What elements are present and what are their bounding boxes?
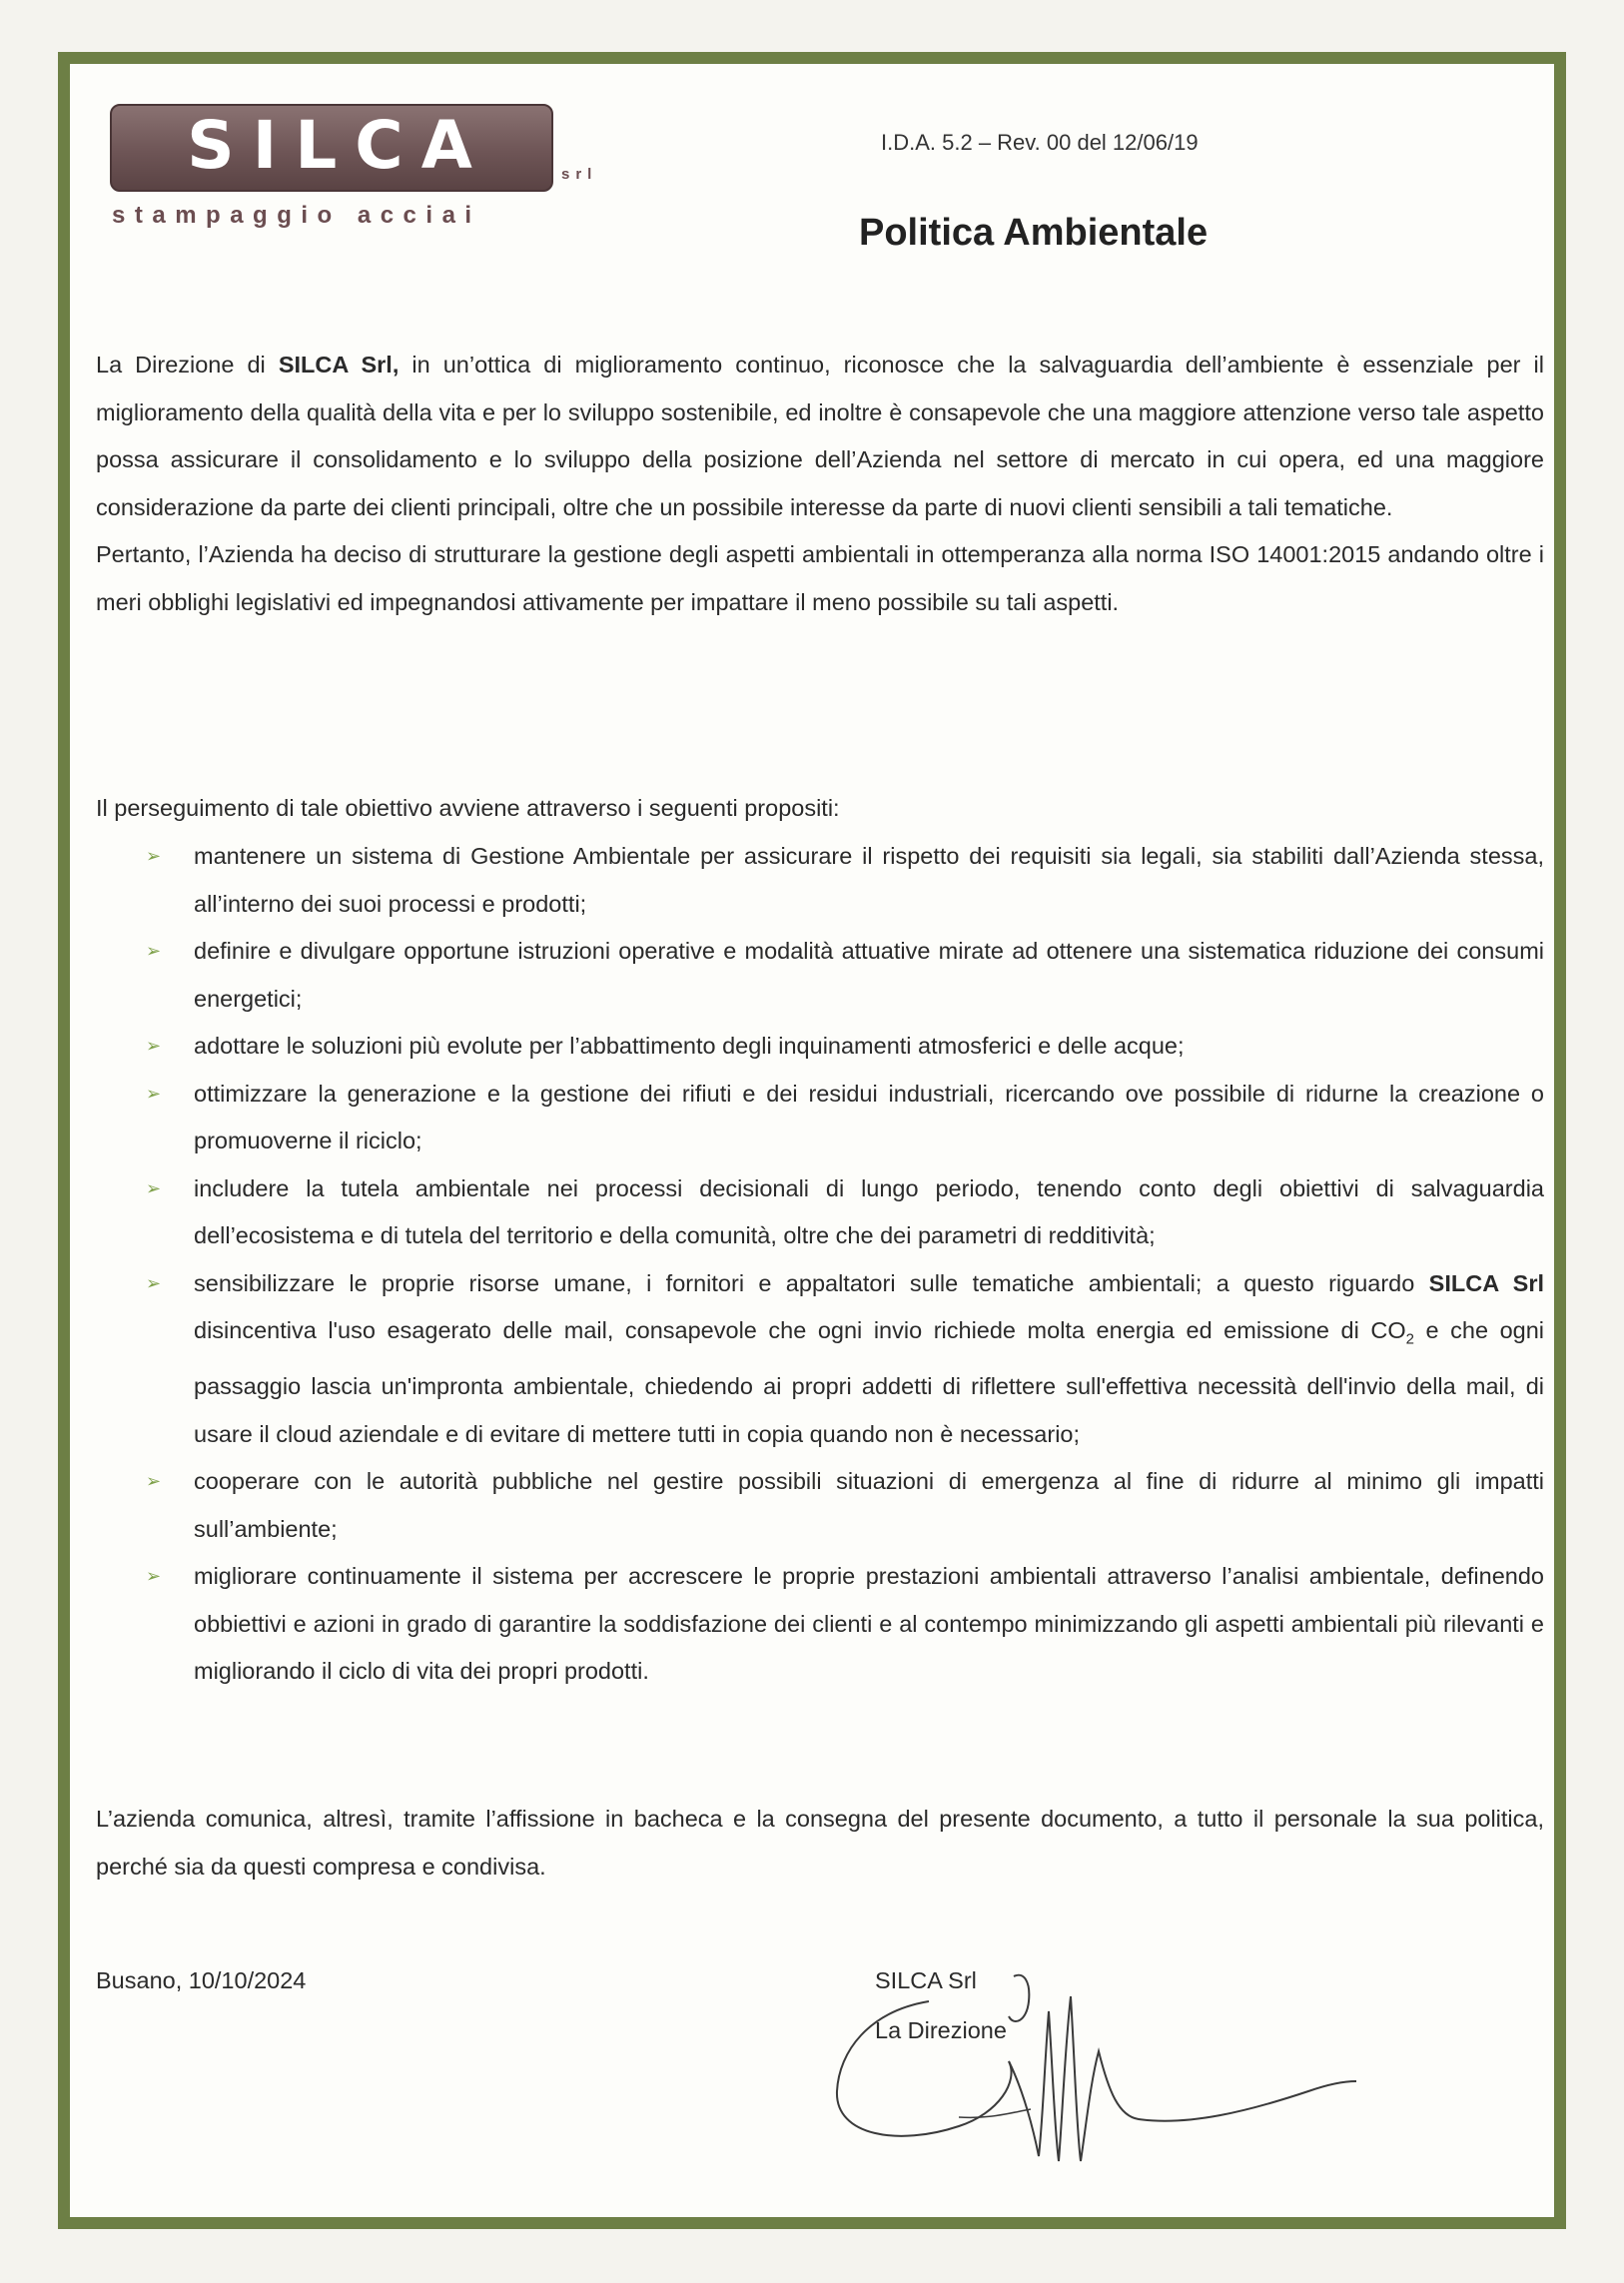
list-item [96,1458,1544,1553]
intro-section [96,342,1544,626]
subscript: 2 [1405,1330,1414,1348]
lead-sentence: Il perseguimento di tale obiettivo avviene attraverso i seguenti propositi: [96,795,840,821]
signatory-company: SILCA Srl [875,1967,977,1993]
logo-wordmark: SILCA [187,107,490,184]
arrow-bullet-icon: ➢ [146,1471,162,1492]
arrow-bullet-icon: ➢ [146,846,162,866]
signatory-role: La Direzione [875,2017,1007,2043]
list-item [96,1260,1544,1459]
document-title: Politica Ambientale [859,212,1209,254]
place-date: Busano, 10/10/2024 [96,1967,307,1993]
list-item-text: e che ogni passaggio lascia un'impronta ambientale, chiedendo ai propri addetti di riflettere sull'effettiva necessità dell'invio della mail, di usare il cloud aziendale e di evitare di mettere tutti in copia quando non è necessario; [194,1317,1544,1447]
intro-paragraph-2: Pertanto, l’Azienda ha deciso di strutturare la gestione degli aspetti ambientali in ottemperanza alla norma ISO 14001:2015 andando oltre i meri obblighi legislativi ed impegnandosi attivamente per impattare il meno possibile su tali aspetti. [96,541,1544,615]
intro-paragraph-1 [96,342,1544,531]
list-item-text: includere la tutela ambientale nei processi decisionali di lungo periodo, tenendo conto degli obiettivi di salvaguardia dell’ecosistema e di tutela del territorio e della comunità, oltre che dei parametri di redditività; [194,1174,1544,1248]
list-item-text: migliorare continuamente il sistema per accrescere le proprie prestazioni ambientali attraverso l’analisi ambientale, definendo obbiettivi e azioni in grado di garantire la soddisfazione dei clienti e al contempo minimizzando gli aspetti ambientali più rilevanti e migliorando il ciclo di vita dei propri prodotti. [194,1563,1544,1685]
arrow-bullet-icon: ➢ [146,1083,162,1104]
arrow-bullet-icon: ➢ [146,1566,162,1587]
arrow-bullet-icon: ➢ [146,1272,162,1293]
list-item-text: disincentiva l'uso esagerato delle mail, consapevole che ogni invio richiede molta energia ed emissione di CO [194,1317,1406,1343]
document-code: I.D.A. 5.2 – Rev. 00 del 12/06/19 [881,130,1199,155]
list-item-text: definire e divulgare opportune istruzioni operative e modalità attuative mirate ad ottenere una sistematica riduzione dei consumi energetici; [194,938,1544,1012]
commitments-list [96,833,1544,1696]
list-item [96,928,1544,1023]
lead-section [96,785,1544,833]
arrow-bullet-icon: ➢ [146,941,162,961]
closing-paragraph: L’azienda comunica, altresì, tramite l’affissione in bacheca e la consegna del presente documento, a tutto il personale la sua politica, perché sia da questi compresa e condivisa. [96,1806,1544,1880]
list-item [96,833,1544,928]
document-page [58,52,1566,2229]
list-item [96,1165,1544,1260]
intro-text: La Direzione di [96,352,279,378]
company-logo [100,104,619,264]
list-item-text: sensibilizzare le proprie risorse umane, i fornitori e appaltatori sulle tematiche ambientali; a questo riguardo [194,1269,1429,1296]
list-item-text: mantenere un sistema di Gestione Ambientale per assicurare il rispetto dei requisiti sia legali, sia stabiliti dall’Azienda stessa, all’interno dei suoi processi e prodotti; [194,843,1544,917]
list-item [96,1553,1544,1696]
intro-text: in un’ottica di miglioramento continuo, riconosce che la salvaguardia dell’ambiente è essenziale per il miglioramento della qualità della vita e per lo sviluppo sostenibile, ed inoltre è consapevole che una maggiore attenzione verso tale aspetto possa assicurare il consolidamento e lo sviluppo della posizione dell’Azienda nel settore di mercato in cui opera, ed una maggiore considerazione da parte dei clienti principali, oltre che un possibile interesse da parte di nuovi clienti sensibili a tali tematiche. [96,352,1544,520]
list-item-text: ottimizzare la generazione e la gestione dei rifiuti e dei residui industriali, ricercando ove possibile di ridurne la creazione o promuoverne il riciclo; [194,1080,1544,1153]
logo-suffix: srl [561,166,598,183]
logo-tagline: stampaggio acciai [112,202,481,229]
closing-section [96,1796,1544,1891]
list-item [96,1071,1544,1165]
company-name: SILCA Srl, [278,352,400,378]
arrow-bullet-icon: ➢ [146,1177,162,1198]
company-name: SILCA Srl [1428,1269,1544,1296]
arrow-bullet-icon: ➢ [146,1036,162,1056]
list-item [96,1023,1544,1071]
list-item-text: adottare le soluzioni più evolute per l’abbattimento degli inquinamenti atmosferici e delle acque; [194,1033,1185,1059]
list-item-text: cooperare con le autorità pubbliche nel gestire possibili situazioni di emergenza al fine di ridurre al minimo gli impatti sull’ambiente; [194,1468,1544,1542]
